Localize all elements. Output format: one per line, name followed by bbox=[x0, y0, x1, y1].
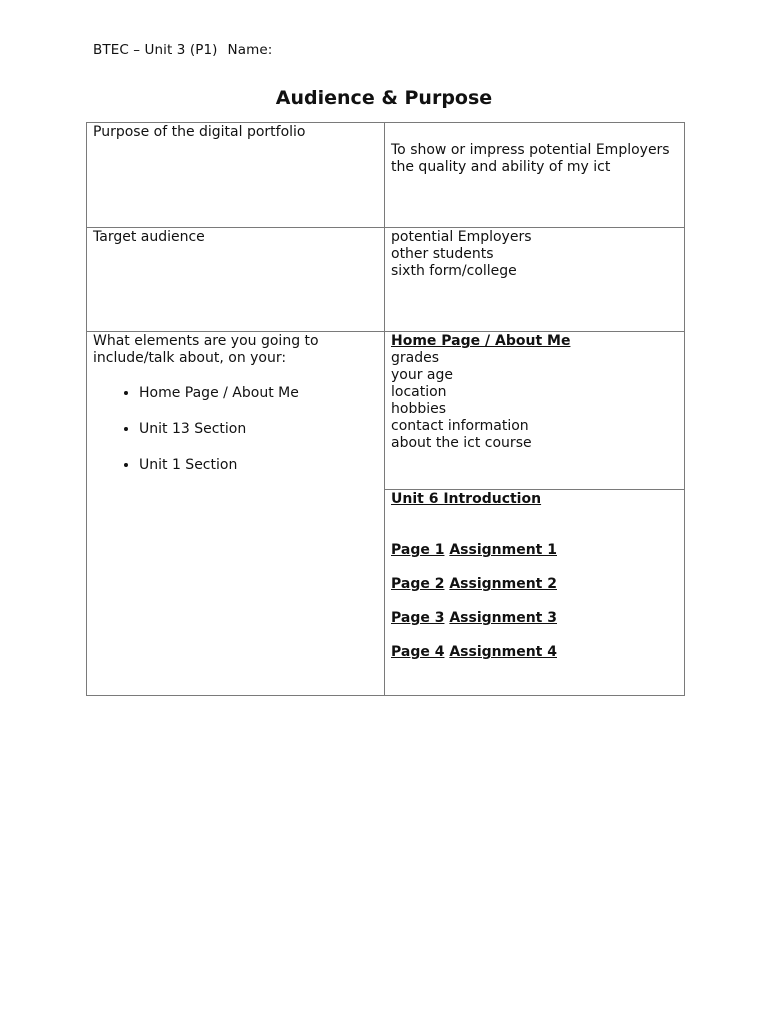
purpose-label-cell bbox=[87, 123, 385, 228]
home-page-cell bbox=[385, 332, 685, 490]
name-label: Name: bbox=[227, 42, 273, 58]
list-item: sixth form/college bbox=[391, 263, 517, 279]
purpose-label: Purpose of the digital portfolio bbox=[93, 124, 306, 140]
assignment-pages bbox=[391, 542, 678, 661]
elements-label-cell bbox=[87, 332, 385, 696]
audience-label: Target audience bbox=[93, 229, 205, 245]
assignment-label: Assignment 2 bbox=[449, 576, 557, 592]
list-item: • Unit 13 Section bbox=[139, 421, 378, 438]
course-label: BTEC – Unit 3 (P1) bbox=[93, 42, 218, 58]
page-assignment-2 bbox=[391, 576, 678, 593]
unit6-heading: Unit 6 Introduction bbox=[391, 491, 542, 507]
assignment-label: Assignment 3 bbox=[449, 610, 557, 626]
list-item: about the ict course bbox=[391, 435, 532, 451]
document-title: Audience & Purpose bbox=[275, 87, 493, 109]
list-item: grades bbox=[391, 350, 440, 366]
list-item: potential Employers bbox=[391, 229, 532, 245]
list-item: your age bbox=[391, 367, 454, 383]
page-assignment-3 bbox=[391, 610, 678, 627]
home-page-heading: Home Page / About Me bbox=[391, 333, 571, 349]
table-row bbox=[87, 123, 685, 228]
page-label: Page 4 bbox=[391, 644, 445, 660]
page-assignment-1 bbox=[391, 542, 678, 559]
list-item: • Home Page / About Me bbox=[139, 385, 378, 402]
elements-intro: What elements are you going to include/talk about, on your: bbox=[93, 333, 319, 366]
list-item: hobbies bbox=[391, 401, 447, 417]
page-assignment-4 bbox=[391, 644, 678, 661]
purpose-value-cell bbox=[385, 123, 685, 228]
table-row bbox=[87, 332, 685, 490]
list-item: • Unit 1 Section bbox=[139, 457, 378, 474]
table-row bbox=[87, 228, 685, 332]
page-label: Page 1 bbox=[391, 542, 445, 558]
assignment-label: Assignment 4 bbox=[449, 644, 557, 660]
page-label: Page 2 bbox=[391, 576, 445, 592]
list-item: contact information bbox=[391, 418, 529, 434]
list-item: location bbox=[391, 384, 447, 400]
audience-value-cell bbox=[385, 228, 685, 332]
page-label: Page 3 bbox=[391, 610, 445, 626]
purpose-value: To show or impress potential Employers the quality and ability of my ict bbox=[391, 142, 670, 175]
audience-label-cell bbox=[87, 228, 385, 332]
page-header bbox=[93, 42, 272, 58]
assignment-label: Assignment 1 bbox=[449, 542, 557, 558]
elements-list bbox=[93, 385, 378, 474]
audience-purpose-table bbox=[86, 122, 685, 696]
unit6-cell bbox=[385, 490, 685, 696]
list-item: other students bbox=[391, 246, 494, 262]
